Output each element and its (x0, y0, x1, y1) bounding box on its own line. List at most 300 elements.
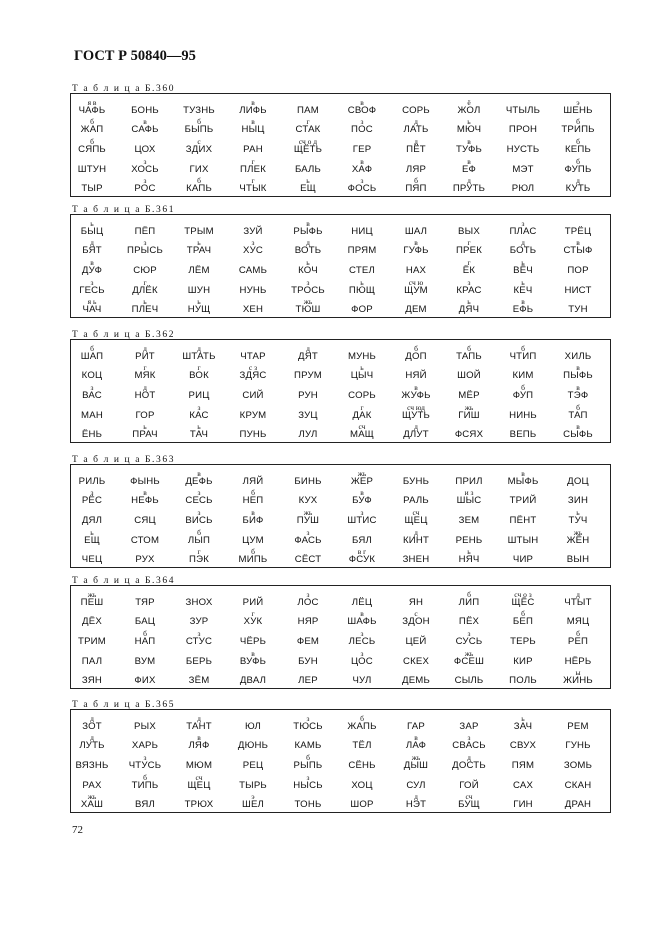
word-cell (118, 423, 172, 441)
pronunciation-mark: сч (195, 773, 203, 782)
word-cell (389, 220, 443, 238)
word-text: ФСЯХ (454, 429, 484, 440)
word-cell (172, 177, 226, 195)
pronunciation-mark: б (576, 157, 580, 166)
pronunciation-mark: д (521, 238, 525, 247)
pronunciation-mark: з (521, 219, 525, 228)
word-cell (551, 489, 605, 507)
word-cell (335, 548, 389, 566)
word-text: ШЕЛ (241, 799, 265, 810)
word-cell (496, 298, 550, 316)
word-cell (281, 138, 335, 156)
pronunciation-mark: д (576, 590, 580, 599)
pronunciation-mark: д (90, 714, 94, 723)
word-text: ЦОХ (134, 144, 156, 155)
word-cell (118, 364, 172, 382)
word-cell (389, 470, 443, 488)
word-cell (281, 734, 335, 752)
word-text: ФЫНЬ (130, 476, 160, 487)
pronunciation-mark: б (251, 488, 255, 497)
table-caption: Т а б л и ц а Б.364 (72, 576, 176, 586)
word-text: ШТАТЬ (182, 351, 216, 362)
word-cell (281, 384, 335, 402)
word-cell (172, 384, 226, 402)
word-text: ЧТЫЛЬ (505, 105, 541, 116)
pronunciation-mark: б (414, 344, 418, 353)
word-text: РЕЦ (242, 760, 264, 771)
word-text: ЗУЙ (243, 226, 263, 237)
word-text: ЖЁН (566, 535, 590, 546)
word-text: НАП (134, 636, 156, 647)
word-cell (389, 669, 443, 687)
pronunciation-mark: ь (197, 238, 201, 247)
word-text: ЧАЧ (82, 304, 102, 315)
word-text: ПЁП (134, 226, 156, 237)
word-cell (551, 734, 605, 752)
word-text: СОРЬ (348, 390, 376, 401)
word-cell (389, 279, 443, 297)
pronunciation-mark: сч (412, 508, 420, 517)
word-text: ДЫШ (403, 760, 429, 771)
word-cell (65, 470, 119, 488)
word-cell (551, 470, 605, 488)
word-text: РИТ (135, 351, 155, 362)
word-text: ТАЧ (189, 429, 209, 440)
word-text: ЧТАР (240, 351, 266, 362)
word-text: ТРИПЬ (561, 124, 595, 135)
word-cell (551, 138, 605, 156)
word-cell (389, 298, 443, 316)
pronunciation-mark: ь (90, 219, 94, 228)
word-text: КАПЬ (186, 183, 212, 194)
word-cell (496, 239, 550, 257)
word-text: ХУК (243, 616, 263, 627)
word-cell (442, 138, 496, 156)
word-cell (172, 239, 226, 257)
word-text: ХЕН (242, 304, 264, 315)
pronunciation-mark: в (521, 469, 525, 478)
word-cell (389, 364, 443, 382)
word-cell (442, 754, 496, 772)
word-text: СТЫФ (563, 245, 593, 256)
pronunciation-mark: жь (573, 528, 583, 537)
word-cell (335, 364, 389, 382)
word-cell (281, 754, 335, 772)
word-cell (442, 715, 496, 733)
word-text: ДЕФЬ (185, 476, 213, 487)
pronunciation-mark: б (414, 176, 418, 185)
pronunciation-mark: г (251, 157, 255, 166)
word-cell (118, 259, 172, 277)
word-cell (551, 793, 605, 811)
pronunciation-mark: з (467, 629, 471, 638)
word-text: ЩЁС (511, 597, 535, 608)
pronunciation-mark: з (306, 278, 310, 287)
word-cell (65, 118, 119, 136)
word-text: ДЯТ (298, 351, 318, 362)
pronunciation-mark: б (143, 629, 147, 638)
pronunciation-mark: с (414, 609, 418, 618)
word-text: ПЯМ (511, 760, 535, 771)
word-cell (496, 754, 550, 772)
word-text: СЫЛЬ (454, 675, 484, 686)
word-cell (335, 384, 389, 402)
word-cell (551, 423, 605, 441)
word-text: НЁРЬ (564, 656, 592, 667)
word-cell (281, 610, 335, 628)
word-cell (335, 118, 389, 136)
word-text: ЧТЫК (239, 183, 267, 194)
word-text: ФЕМ (296, 636, 320, 647)
word-text: ПУНЬ (239, 429, 267, 440)
pronunciation-mark: в (360, 609, 364, 618)
word-text: БИФ (242, 515, 264, 526)
word-cell (496, 650, 550, 668)
word-cell (226, 529, 280, 547)
word-text: МЭТ (512, 164, 534, 175)
pronunciation-mark: с (197, 137, 201, 146)
pronunciation-mark: э (576, 98, 580, 107)
pronunciation-mark: жь (303, 508, 313, 517)
word-cell (551, 404, 605, 422)
word-cell (496, 259, 550, 277)
pronunciation-mark: б (467, 344, 471, 353)
word-text: РЕМ (567, 721, 589, 732)
word-cell (442, 404, 496, 422)
word-cell (65, 489, 119, 507)
pronunciation-mark: з (197, 403, 201, 412)
word-text: ЯН (408, 597, 424, 608)
word-text: ЖАПЬ (347, 721, 377, 732)
word-cell (281, 158, 335, 176)
word-text: СЕСЬ (185, 495, 213, 506)
word-cell (335, 177, 389, 195)
pronunciation-mark: д (306, 238, 310, 247)
word-cell (65, 138, 119, 156)
pronunciation-mark: б (90, 117, 94, 126)
word-cell (496, 548, 550, 566)
pronunciation-mark: ь (90, 528, 94, 537)
word-cell (118, 384, 172, 402)
pronunciation-mark: г (251, 609, 255, 618)
word-text: ЗОТ (82, 721, 102, 732)
word-cell (281, 793, 335, 811)
word-text: ЛЁМ (188, 265, 210, 276)
word-cell (226, 384, 280, 402)
word-text: ГИН (513, 799, 533, 810)
word-text: МИПЬ (238, 554, 268, 565)
word-text: СЮР (133, 265, 157, 276)
word-cell (551, 630, 605, 648)
pronunciation-mark: д (143, 344, 147, 353)
word-cell (389, 734, 443, 752)
word-cell (65, 259, 119, 277)
pronunciation-mark: ь (197, 297, 201, 306)
word-text: НОТ (134, 390, 156, 401)
word-cell (65, 630, 119, 648)
word-cell (496, 489, 550, 507)
word-text: ГЕСЬ (79, 285, 105, 296)
word-cell (281, 239, 335, 257)
word-text: САХ (512, 780, 534, 791)
pronunciation-mark: в (360, 488, 364, 497)
pronunciation-mark: ь (143, 297, 147, 306)
word-text: ВИСЬ (185, 515, 213, 526)
word-text: ЧТИП (509, 351, 537, 362)
word-cell (65, 734, 119, 752)
pronunciation-mark: в (576, 238, 580, 247)
word-cell (496, 118, 550, 136)
word-cell (551, 220, 605, 238)
word-cell (335, 793, 389, 811)
word-cell (118, 793, 172, 811)
word-text: ТУФЬ (455, 144, 483, 155)
word-text: ВУМ (134, 656, 156, 667)
word-text: ЗЯН (81, 675, 103, 686)
word-text: МЯЦ (566, 616, 590, 627)
word-text: ЗИН (567, 495, 589, 506)
word-cell (281, 715, 335, 733)
word-cell (172, 610, 226, 628)
word-cell (551, 754, 605, 772)
word-cell (118, 610, 172, 628)
word-cell (389, 715, 443, 733)
word-cell (65, 99, 119, 117)
pronunciation-mark: б (576, 117, 580, 126)
word-cell (442, 423, 496, 441)
word-text: ЖАП (80, 124, 104, 135)
word-text: НЯР (297, 616, 319, 627)
word-cell (335, 220, 389, 238)
pronunciation-mark: з (360, 649, 364, 658)
pronunciation-mark: з (197, 629, 201, 638)
word-cell (65, 158, 119, 176)
word-text: ПОЛЬ (509, 675, 537, 686)
pronunciation-mark: сч (358, 422, 366, 431)
word-cell (226, 239, 280, 257)
word-text: ПЛАС (509, 226, 537, 237)
pronunciation-mark: з (467, 278, 471, 287)
word-cell (335, 239, 389, 257)
pronunciation-mark: б (143, 773, 147, 782)
pronunciation-mark: сч о з (514, 590, 532, 599)
word-cell (172, 259, 226, 277)
word-cell (281, 177, 335, 195)
word-cell (118, 279, 172, 297)
word-text: СВУХ (509, 740, 537, 751)
pronunciation-mark: б (576, 137, 580, 146)
word-text: РОС (134, 183, 156, 194)
word-cell (281, 423, 335, 441)
word-text: БОТЬ (509, 245, 537, 256)
word-cell (172, 754, 226, 772)
word-cell (442, 734, 496, 752)
word-cell (389, 118, 443, 136)
word-text: ПРОН (508, 124, 538, 135)
pronunciation-mark: з (467, 733, 471, 742)
pronunciation-mark: з (197, 508, 201, 517)
word-text: ЗОМЬ (563, 760, 593, 771)
pronunciation-mark: жь (357, 469, 367, 478)
word-cell (496, 345, 550, 363)
word-text: ДАК (352, 410, 372, 421)
word-cell (118, 669, 172, 687)
word-text: ФОР (351, 304, 373, 315)
pronunciation-mark: д (197, 344, 201, 353)
word-text: ДЛЁК (132, 285, 158, 296)
word-cell (551, 99, 605, 117)
word-cell (172, 423, 226, 441)
word-cell (551, 715, 605, 733)
word-cell (496, 364, 550, 382)
word-cell (335, 650, 389, 668)
pronunciation-mark: б (197, 528, 201, 537)
word-text: ТУН (568, 304, 588, 315)
pronunciation-mark: э (251, 792, 255, 801)
pronunciation-mark: б (90, 137, 94, 146)
word-cell (118, 298, 172, 316)
word-text: ПРЯМ (347, 245, 377, 256)
word-cell (442, 548, 496, 566)
word-text: ПЁХ (458, 616, 480, 627)
word-cell (551, 364, 605, 382)
word-text: БУНЬ (402, 476, 430, 487)
word-text: ШОР (350, 799, 374, 810)
word-cell (172, 734, 226, 752)
word-text: КАМЬ (294, 740, 322, 751)
word-table (70, 464, 611, 568)
word-text: ЛУЛ (298, 429, 318, 440)
pronunciation-mark: з (360, 508, 364, 517)
word-cell (118, 177, 172, 195)
pronunciation-mark: з (306, 590, 310, 599)
word-cell (389, 591, 443, 609)
word-text: ГОР (135, 410, 155, 421)
word-text: ЛЫП (187, 535, 211, 546)
pronunciation-mark: сч о д (298, 137, 318, 146)
pronunciation-mark: б (521, 383, 525, 392)
pronunciation-mark: в (360, 98, 364, 107)
word-cell (118, 470, 172, 488)
word-cell (335, 99, 389, 117)
word-text: ТЁЛ (352, 740, 372, 751)
word-cell (335, 734, 389, 752)
word-cell (118, 509, 172, 527)
word-cell (118, 774, 172, 792)
pronunciation-mark: в (576, 422, 580, 431)
word-text: ЛУТЬ (79, 740, 105, 751)
pronunciation-mark: б (360, 714, 364, 723)
word-text: КРУМ (239, 410, 267, 421)
pronunciation-mark: в (197, 469, 201, 478)
word-text: БЯЛ (351, 535, 372, 546)
word-cell (65, 404, 119, 422)
word-text: ГУФЬ (403, 245, 429, 256)
word-text: ПЁТ (406, 144, 426, 155)
pronunciation-mark: в (143, 117, 147, 126)
pronunciation-mark: б (90, 344, 94, 353)
word-text: ДЯЧ (458, 304, 480, 315)
word-text: НУСТЬ (506, 144, 540, 155)
pronunciation-mark: з (360, 176, 364, 185)
pronunciation-mark: г (197, 363, 201, 372)
pronunciation-mark: д (197, 714, 201, 723)
word-cell (281, 404, 335, 422)
word-text: ЧЕЦ (81, 554, 103, 565)
word-cell (335, 279, 389, 297)
word-cell (389, 404, 443, 422)
word-text: ПОС (351, 124, 373, 135)
word-cell (389, 548, 443, 566)
word-text: РЮЛ (511, 183, 535, 194)
word-cell (65, 793, 119, 811)
word-text: ПЫФЬ (563, 370, 593, 381)
word-cell (226, 259, 280, 277)
table-caption: Т а б л и ц а Б.360 (72, 84, 176, 94)
word-text: ДВАЛ (239, 675, 267, 686)
word-cell (226, 734, 280, 752)
word-cell (281, 364, 335, 382)
word-text: РЫФЬ (293, 226, 323, 237)
word-text: НЭТ (405, 799, 427, 810)
word-cell (335, 470, 389, 488)
word-cell (226, 793, 280, 811)
pronunciation-mark: в (521, 297, 525, 306)
word-cell (496, 470, 550, 488)
word-text: ФУПЬ (564, 164, 592, 175)
pronunciation-mark: сч ю (408, 278, 424, 287)
pronunciation-mark: в (360, 157, 364, 166)
word-cell (226, 754, 280, 772)
word-text: РЫХ (134, 721, 156, 732)
word-cell (281, 669, 335, 687)
word-cell (172, 793, 226, 811)
word-text: МАН (81, 410, 103, 421)
word-cell (281, 99, 335, 117)
word-text: ВУФЬ (239, 656, 267, 667)
pronunciation-mark: з (90, 278, 94, 287)
word-cell (442, 99, 496, 117)
word-cell (496, 99, 550, 117)
word-text: БУЩ (458, 799, 480, 810)
pronunciation-mark: ь (521, 714, 525, 723)
word-cell (226, 118, 280, 136)
word-cell (551, 529, 605, 547)
word-cell (335, 345, 389, 363)
word-text: МЮМ (185, 760, 213, 771)
word-cell (118, 715, 172, 733)
word-cell (172, 529, 226, 547)
pronunciation-mark: д (414, 117, 418, 126)
word-cell (281, 650, 335, 668)
word-cell (442, 259, 496, 277)
word-cell (496, 423, 550, 441)
pronunciation-mark: д (414, 137, 418, 146)
word-text: ЗАЧ (513, 721, 533, 732)
pronunciation-mark: ё (467, 98, 471, 107)
word-text: ЖОЛ (457, 105, 481, 116)
word-text: ДЯЛ (81, 515, 103, 526)
word-text: ЖИНЬ (563, 675, 593, 686)
word-cell (389, 99, 443, 117)
pronunciation-mark: в (251, 98, 255, 107)
word-cell (172, 298, 226, 316)
word-text: РАХ (82, 780, 102, 791)
word-cell (65, 774, 119, 792)
word-text: ШАП (80, 351, 104, 362)
word-text: ТАНТ (186, 721, 212, 732)
word-text: ВОТЬ (294, 245, 322, 256)
